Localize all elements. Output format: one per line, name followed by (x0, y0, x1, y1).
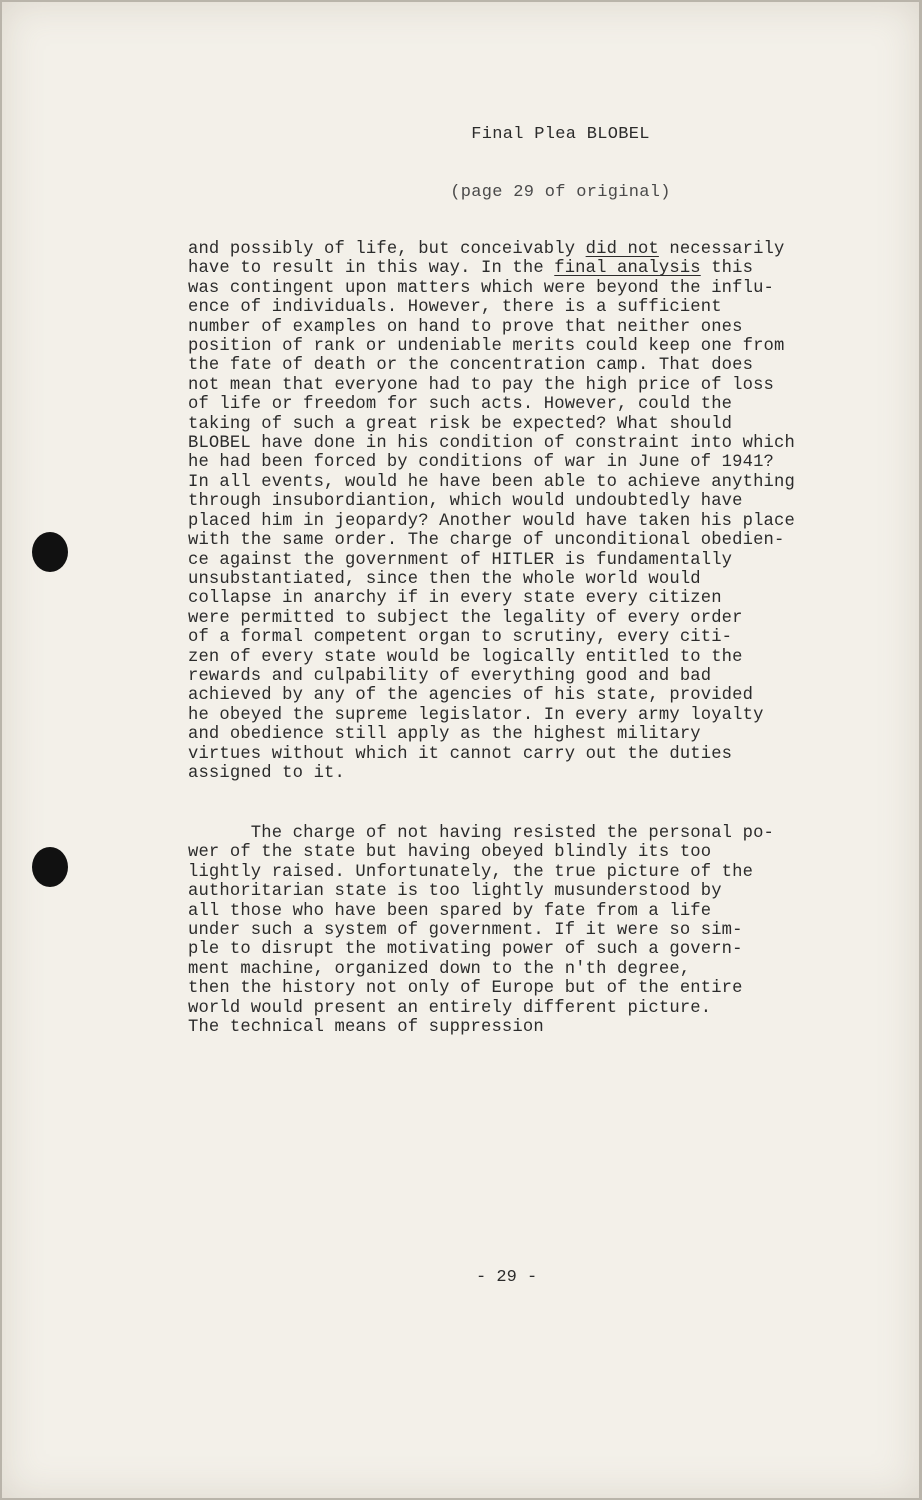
text-run: and possibly of life, but conceivably (188, 240, 586, 259)
text-run: was contingent upon matters which were beyond the influ- ence of individuals. However, there is a sufficient number of examples on hand to prove that neither ones position of rank or undeniable merits could keep one from the fate of death or the concentration camp. That does not mean that everyone had to pay the high price of loss of life or freedom for such acts. However, could the taking of such a great risk be expected? What should BLOBEL have done in his condition of constraint into which he had been forced by conditions of war in June of 1941? In all events, would he have been able to achieve anything through insubordiantion, which would undoubtedly have placed him in jeopardy? Another would have taken his place with the same order. The charge of unconditional obedien- ce against the government of HITLER is fundamentally unsubstantiated, since then the whole world would collapse in anarchy if in every state every citizen were permitted to subject the legality of every order of a formal competent organ to scrutiny, every citi- zen of every state would be logically entitled to the rewards and culpability of everything good and bad achieved by any of the agencies of his state, provided he obeyed the supreme legislator. In every army loyalty and obedience still apply as the highest military virtues without which it cannot carry out the duties assigned to it. (188, 278, 795, 783)
text-run: this (700, 259, 754, 279)
underlined-text: did not (585, 240, 659, 259)
document-title: Final Plea BLOBEL (471, 125, 650, 144)
document-subtitle: (page 29 of original) (450, 183, 671, 202)
punch-hole (32, 532, 68, 572)
body-paragraph-2: The charge of not having resisted the personal po- wer of the state but having obeyed blindly its too lightly raised. Unfortunately, the true picture of the authoritarian state is too lightly musunderstood by all those who have been spared by fate from a life under such a system of government. If it were so sim- ple to disrupt the motivating power of such a govern- ment machine, organized down to the n'th degree, then the history not only of Europe but of the entire world would present an entirely different picture. The technical means of suppression (188, 824, 774, 1038)
underlined-text: final analysis (554, 259, 701, 279)
body-paragraph-1 (188, 240, 795, 783)
page-number: - 29 - (476, 1268, 538, 1287)
text-run: have to result in this way. In the (188, 259, 555, 279)
text-run: necessarily (658, 240, 785, 259)
document-page (2, 2, 919, 1498)
punch-hole (32, 847, 68, 887)
